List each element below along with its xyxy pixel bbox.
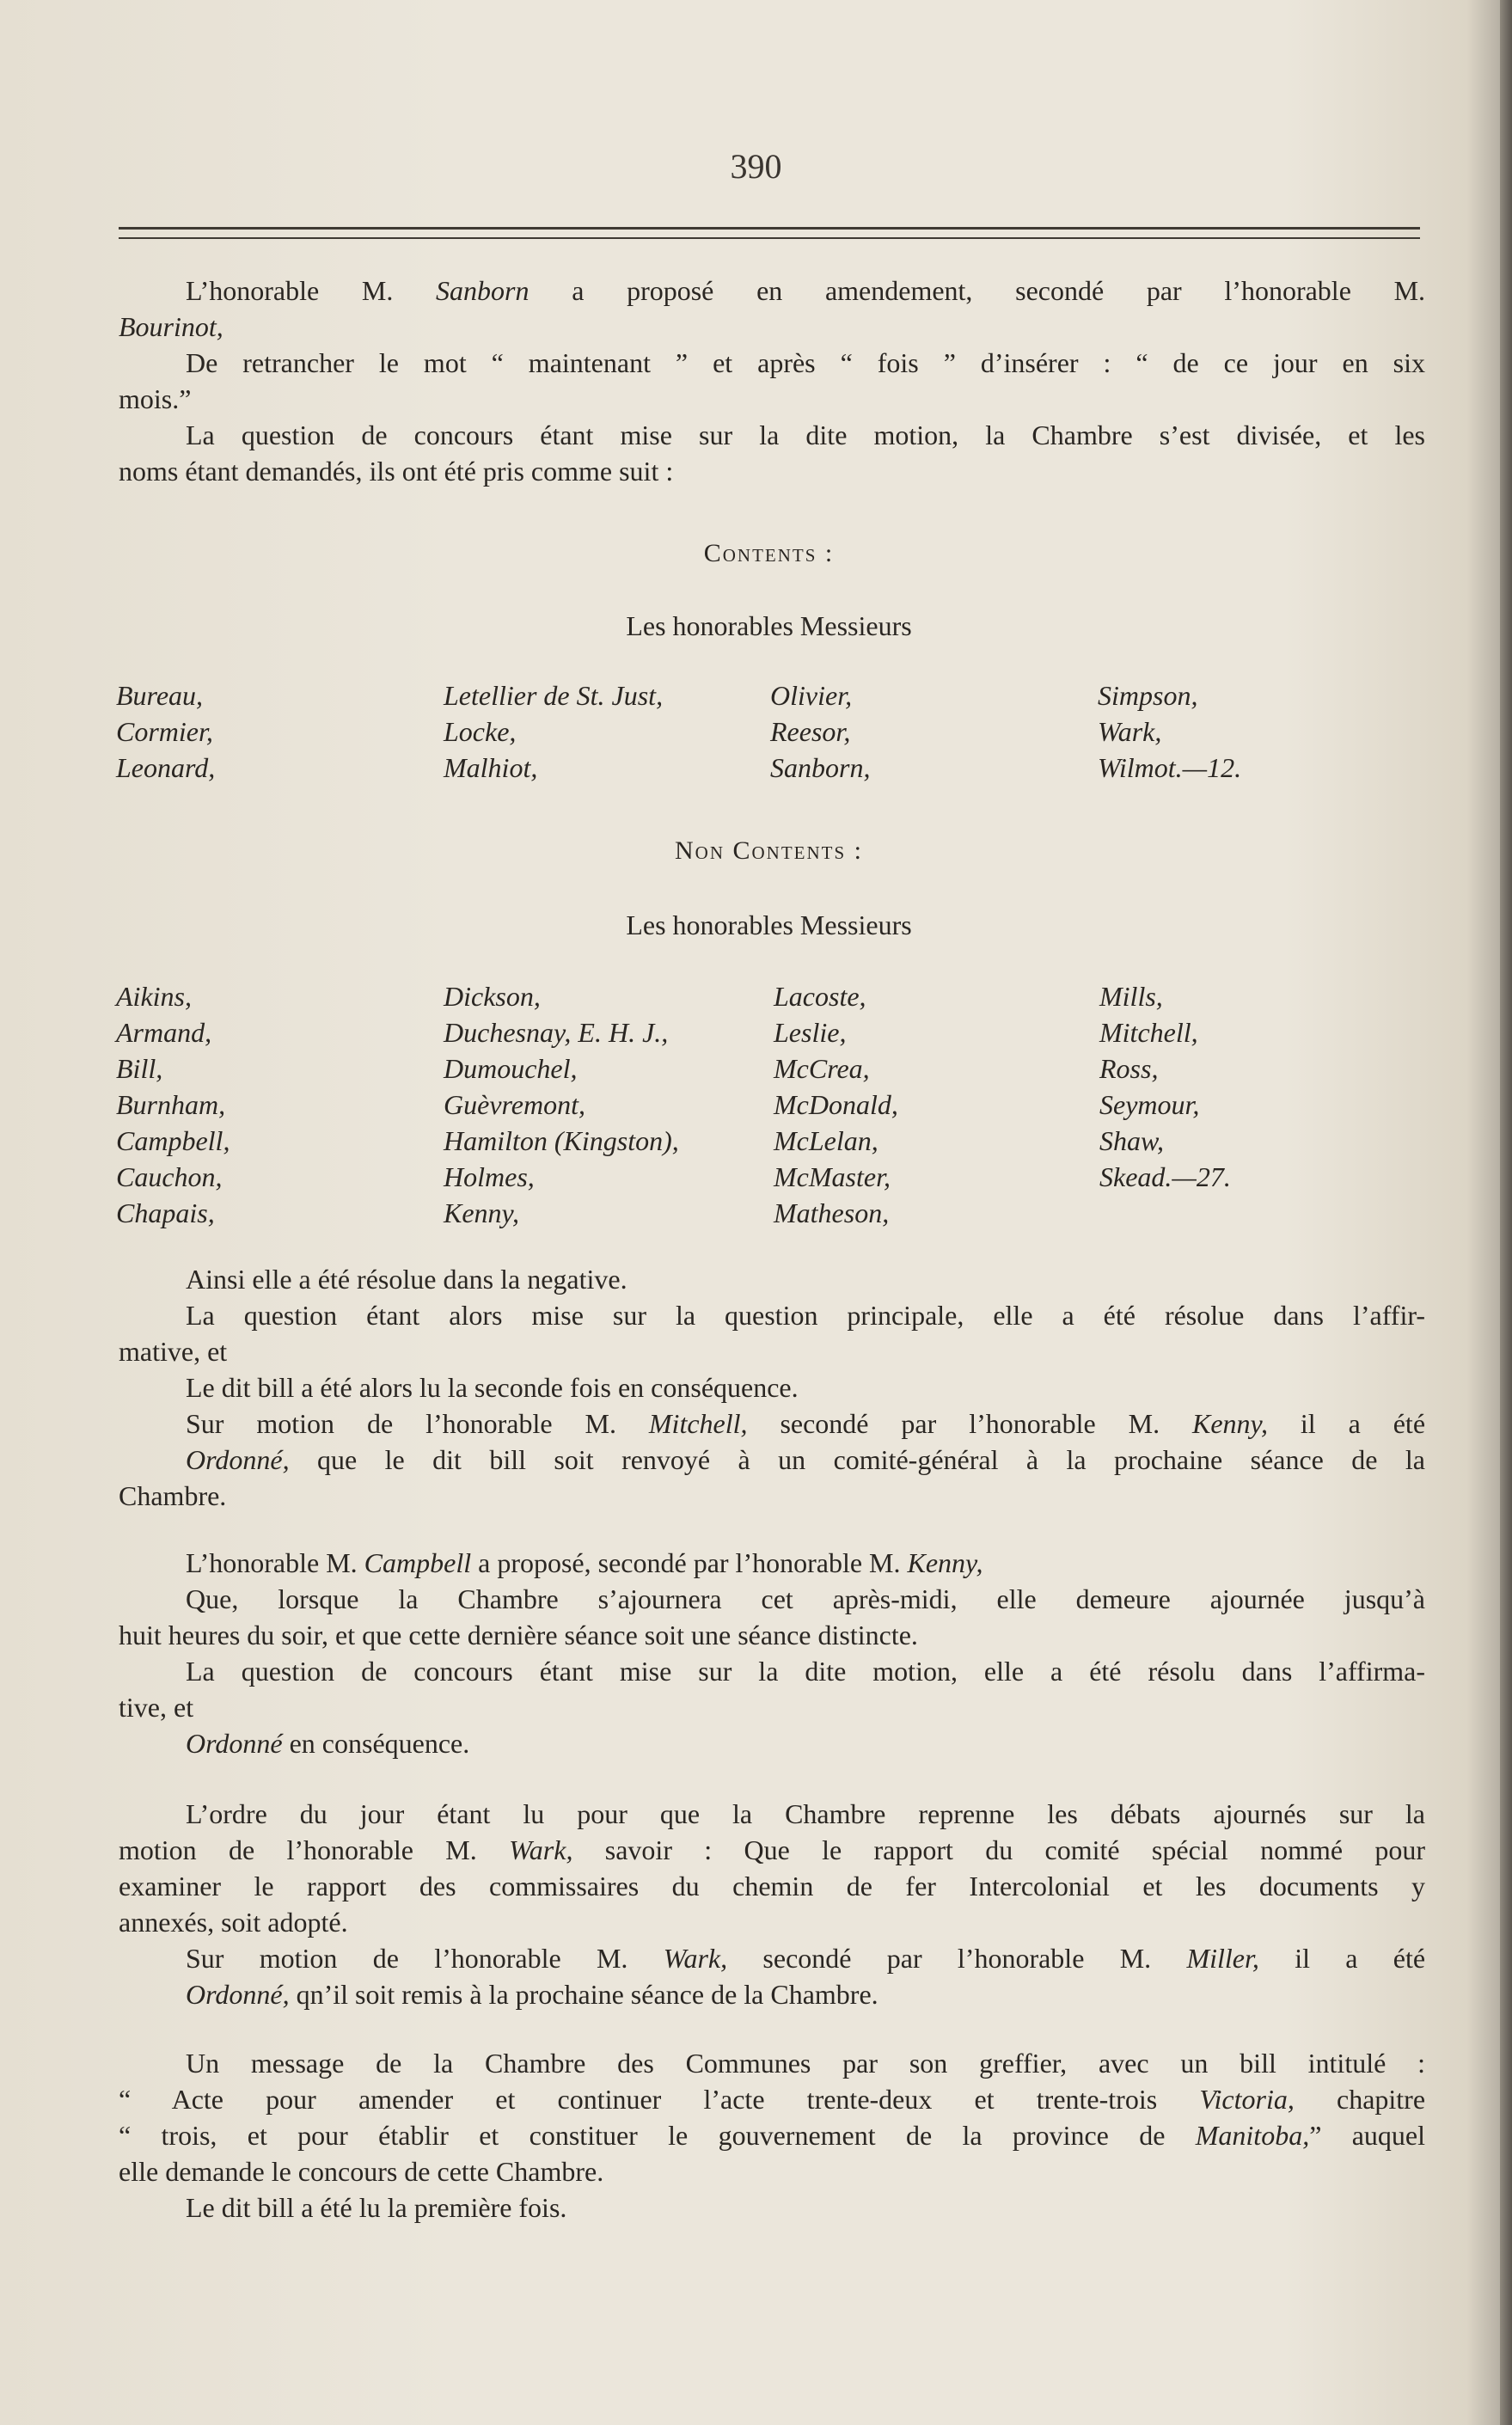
voter-name: Wark, [1098, 716, 1162, 747]
header-rule-thin [119, 237, 1420, 239]
para5-line4: elle demande le concours de cette Chambre. [119, 2156, 604, 2187]
para4-line6: Ordonné, qn’il soit remis à la prochaine séance de la Chambre. [186, 1979, 878, 2010]
voter-name: McCrea, [774, 1053, 870, 1084]
para4-line4: annexés, soit adopté. [119, 1907, 348, 1938]
voter-name: Seymour, [1099, 1089, 1200, 1120]
contents-column-1 [116, 677, 215, 786]
non-contents-column-1 [116, 978, 230, 1231]
voter-name: Locke, [444, 716, 517, 747]
non-contents-column-3 [774, 978, 898, 1231]
voter-name: Leonard, [116, 752, 216, 783]
para2-line7: Chambre. [119, 1480, 227, 1511]
voter-name: Bill, [116, 1053, 163, 1084]
header-rule [119, 227, 1420, 230]
voter-name: Leslie, [774, 1017, 847, 1048]
voter-name: Simpson, [1098, 680, 1198, 711]
para4-line2: motion de l’honorable M. Wark, savoir : Que le rapport du comité spécial nommé pour [119, 1834, 1426, 1865]
para5-line2: “ Acte pour amender et continuer l’acte trente-deux et trente-trois Victoria, chapitre [119, 2084, 1426, 2115]
contents-column-2 [444, 677, 663, 786]
voter-name: Malhiot, [444, 752, 538, 783]
voter-name: Guèvremont, [444, 1089, 585, 1120]
voter-name: Skead.—27. [1099, 1161, 1231, 1192]
non-contents-column-4 [1099, 978, 1231, 1195]
voter-name: Dickson, [444, 981, 541, 1012]
voter-name: Cauchon, [116, 1161, 223, 1192]
para3-line3: huit heures du soir, et que cette dernière séance soit une séance distincte. [119, 1620, 918, 1650]
voter-name: Wilmot.—12. [1098, 752, 1242, 783]
voter-name: Dumouchel, [444, 1053, 578, 1084]
contents-subheading: Les honorables Messieurs [626, 610, 912, 641]
voter-name: Mitchell, [1099, 1017, 1198, 1048]
para4-line1: L’ordre du jour étant lu pour que la Chambre reprenne les débats ajournés sur la [186, 1798, 1425, 1829]
voter-name: McMaster, [774, 1161, 891, 1192]
voter-name: Kenny, [444, 1197, 519, 1228]
voter-name: Hamilton (Kingston), [444, 1125, 679, 1156]
voter-name: Cormier, [116, 716, 213, 747]
contents-column-4 [1098, 677, 1241, 786]
para2-line2: La question étant alors mise sur la question principale, elle a été résolue dans l’affir- [186, 1300, 1425, 1331]
para1-line3: De retrancher le mot “ maintenant ” et après “ fois ” d’insérer : “ de ce jour en six [186, 347, 1425, 378]
para3-line4: La question de concours étant mise sur la dite motion, elle a été résolu dans l’affirma- [186, 1656, 1425, 1687]
contents-column-3 [770, 677, 870, 786]
voter-name: Letellier de St. Just, [444, 680, 664, 711]
voter-name: McLelan, [774, 1125, 878, 1156]
para4-line3: examiner le rapport des commissaires du chemin de fer Intercolonial et les documents y [119, 1871, 1425, 1901]
contents-heading: Contents : [703, 539, 835, 567]
voter-name: Duchesnay, E. H. J., [444, 1017, 669, 1048]
voter-name: Mills, [1099, 981, 1163, 1012]
para3-line6: Ordonné en conséquence. [186, 1728, 470, 1759]
voter-name: Ross, [1099, 1053, 1159, 1084]
para5-line5: Le dit bill a été lu la première fois. [186, 2192, 567, 2223]
voter-name: Lacoste, [774, 981, 866, 1012]
para4-line5: Sur motion de l’honorable M. Wark, secondé par l’honorable M. Miller, il a été [186, 1943, 1426, 1974]
para5-line3: “ trois, et pour établir et constituer le gouvernement de la province de Manitoba,” auquel [119, 2120, 1426, 2151]
page-number: 390 [730, 147, 782, 186]
para1-line2: Bourinot, [119, 311, 223, 342]
non-contents-subheading: Les honorables Messieurs [626, 909, 912, 940]
para1-line6: noms étant demandés, ils ont été pris comme suit : [119, 456, 674, 487]
voter-name: McDonald, [774, 1089, 898, 1120]
para1-line4: mois.” [119, 383, 192, 414]
page-edge [1500, 0, 1512, 2425]
para3-line5: tive, et [119, 1692, 194, 1723]
para1-line1: L’honorable M. Sanborn a proposé en amendement, secondé par l’honorable M. [186, 275, 1426, 306]
para2-line6: Ordonné, que le dit bill soit renvoyé à un comité-général à la prochaine séance de la [186, 1444, 1426, 1475]
non-contents-column-2 [444, 978, 679, 1231]
voter-name: Sanborn, [770, 752, 871, 783]
para1-line5: La question de concours étant mise sur la dite motion, la Chambre s’est divisée, et les [186, 419, 1425, 450]
voter-name: Armand, [116, 1017, 212, 1048]
voter-name: Reesor, [770, 716, 851, 747]
voter-name: Holmes, [444, 1161, 535, 1192]
para2-line3: mative, et [119, 1336, 228, 1367]
para5-line1: Un message de la Chambre des Communes par son greffier, avec un bill intitulé : [186, 2048, 1425, 2079]
para2-line1: Ainsi elle a été résolue dans la negative. [186, 1264, 627, 1295]
voter-name: Olivier, [770, 680, 853, 711]
para2-line5: Sur motion de l’honorable M. Mitchell, secondé par l’honorable M. Kenny, il a été [186, 1408, 1426, 1439]
para3-line2: Que, lorsque la Chambre s’ajournera cet après-midi, elle demeure ajournée jusqu’à [186, 1583, 1425, 1614]
voter-name: Shaw, [1099, 1125, 1164, 1156]
voter-name: Matheson, [774, 1197, 890, 1228]
voter-name: Aikins, [116, 981, 192, 1012]
voter-name: Chapais, [116, 1197, 215, 1228]
voter-name: Bureau, [116, 680, 204, 711]
voter-name: Campbell, [116, 1125, 230, 1156]
para2-line4: Le dit bill a été alors lu la seconde fois en conséquence. [186, 1372, 799, 1403]
voter-name: Burnham, [116, 1089, 226, 1120]
para3-line1: L’honorable M. Campbell a proposé, secondé par l’honorable M. Kenny, [186, 1547, 983, 1578]
non-contents-heading: Non Contents : [675, 836, 863, 865]
